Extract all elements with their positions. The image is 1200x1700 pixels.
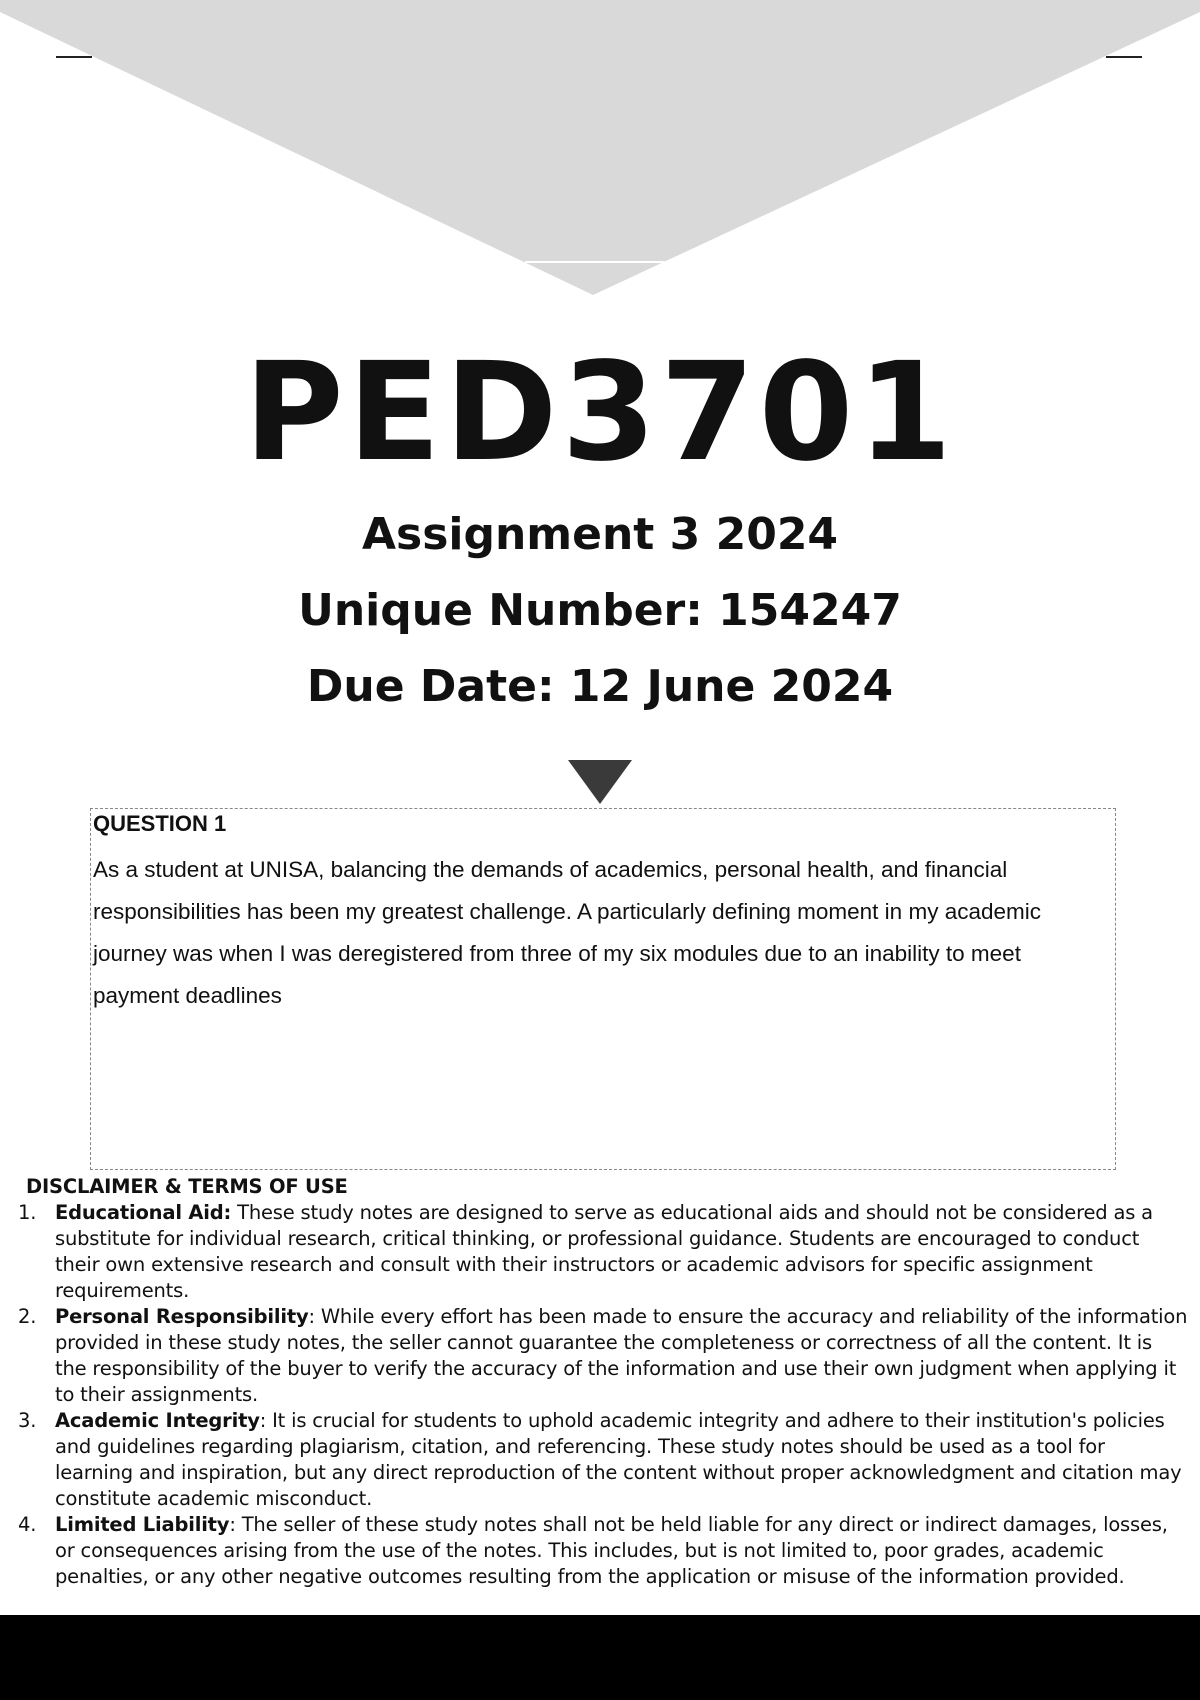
disclaimer-item-text: : The seller of these study notes shall not be held liable for any direct or indirect damages, losses, or consequences arising from the use of the notes. This includes, but is not limited to, poor grades, academic penalties, or any other negative outcomes resulting from the application or misuse of the information provided. bbox=[55, 1513, 1168, 1588]
disclaimer-item-number: 4. bbox=[18, 1513, 37, 1536]
chevron-shape bbox=[0, 0, 1200, 295]
assignment-label: Assignment 3 2024 bbox=[361, 509, 839, 560]
disclaimer-title: DISCLAIMER & TERMS OF USE bbox=[26, 1175, 348, 1198]
course-code-title: PED3701 bbox=[244, 334, 956, 492]
question-title: QUESTION 1 bbox=[93, 811, 227, 836]
corner-line-left bbox=[56, 56, 92, 58]
disclaimer-item bbox=[18, 1304, 1188, 1408]
footer-black-bar bbox=[0, 1615, 1200, 1700]
disclaimer-item bbox=[18, 1408, 1188, 1512]
disclaimer-item-term: Educational Aid: bbox=[55, 1201, 232, 1224]
disclaimer-item-term: Academic Integrity bbox=[55, 1409, 260, 1432]
disclaimer-item bbox=[18, 1512, 1188, 1590]
disclaimer-item-number: 2. bbox=[18, 1305, 37, 1328]
down-arrow-icon bbox=[568, 760, 632, 804]
corner-line-right bbox=[1106, 56, 1142, 58]
disclaimer-item-term: Limited Liability bbox=[55, 1513, 230, 1536]
disclaimer-item-term: Personal Responsibility bbox=[55, 1305, 309, 1328]
disclaimer-item-text: : It is crucial for students to uphold academic integrity and adhere to their institution's policies and guidelines regarding plagiarism, citation, and referencing. These study notes should be used as a tool for learning and inspiration, but any direct reproduction of the content without proper acknowledgment and citation may constitute academic misconduct. bbox=[55, 1409, 1182, 1510]
unique-number-label: Unique Number: 154247 bbox=[298, 585, 902, 636]
disclaimer-item-number: 3. bbox=[18, 1409, 37, 1432]
disclaimer-item bbox=[18, 1200, 1188, 1304]
disclaimer-item-number: 1. bbox=[18, 1201, 37, 1224]
disclaimer-item-text: These study notes are designed to serve as educational aids and should not be considered as a substitute for individual research, critical thinking, or professional guidance. Students are encouraged to conduct their own extensive research and consult with their instructors or academic advisors for specific assignment requirements. bbox=[55, 1201, 1153, 1302]
question-body: As a student at UNISA, balancing the demands of academics, personal health, and financial responsibilities has been my greatest challenge. A particularly defining moment in my academic journey was when I was deregistered from three of my six modules due to an inability to meet payment deadlines bbox=[93, 857, 1041, 1008]
disclaimer-list bbox=[18, 1200, 1188, 1590]
due-date-label: Due Date: 12 June 2024 bbox=[306, 661, 894, 712]
header-chevron-graphic bbox=[0, 0, 1200, 300]
question-box bbox=[90, 808, 1116, 1170]
disclaimer-item-text: : While every effort has been made to ensure the accuracy and reliability of the information provided in these study notes, the seller cannot guarantee the completeness or correctness of all the content. It is the responsibility of the buyer to verify the accuracy of the information and use their own judgment when applying it to their assignments. bbox=[55, 1305, 1188, 1406]
